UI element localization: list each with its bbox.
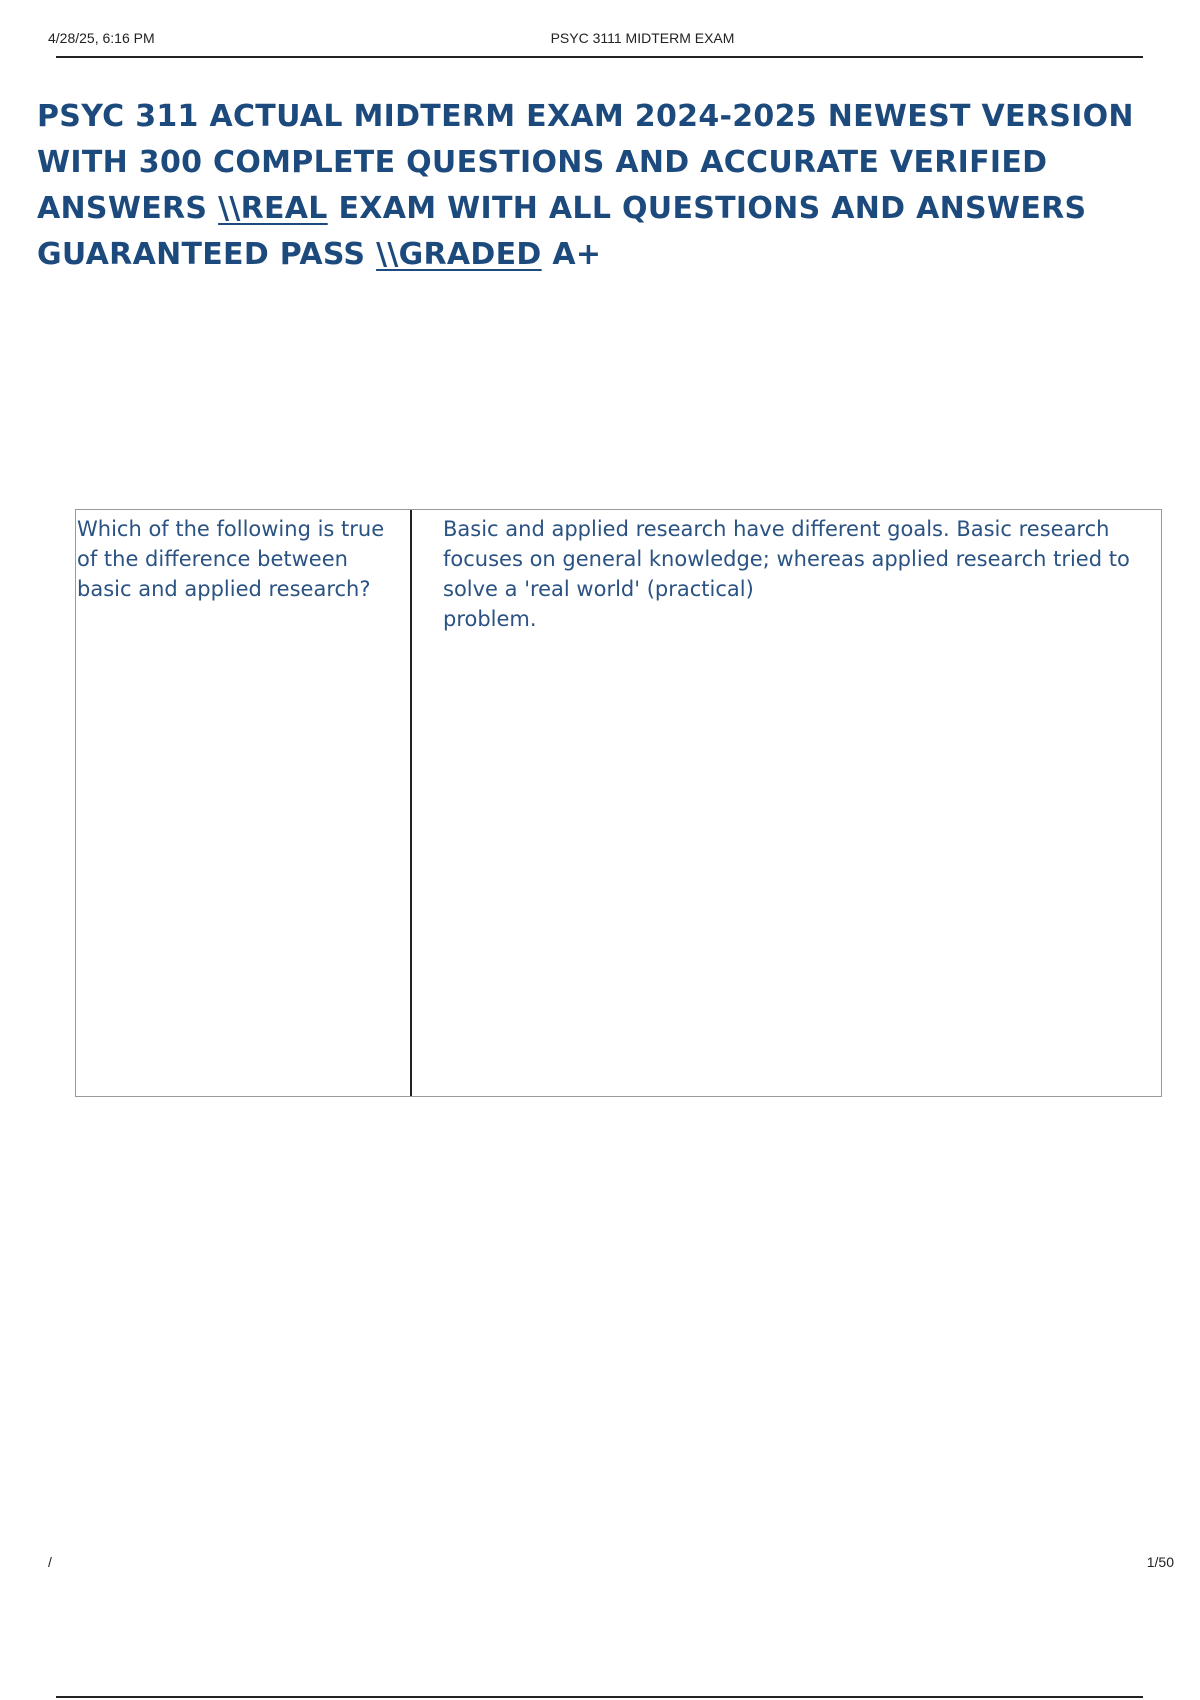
title-underlined-graded: \\GRADED <box>376 237 542 272</box>
question-text: Which of the following is true of the difference between basic and applied research? <box>77 517 385 601</box>
title-text-part-2: EXAM WITH ALL QUESTIONS AND ANSWERS GUARANTEED PASS <box>37 191 1087 272</box>
document-title <box>37 94 1197 278</box>
answer-cell <box>412 510 1161 1096</box>
question-cell <box>76 510 412 1096</box>
answer-text-line-1: Basic and applied research have different goals. Basic research focuses on general knowledge; whereas applied research tried to solve a 'real world' (practical) <box>443 517 1130 601</box>
footer-url: / <box>48 1554 52 1570</box>
title-underlined-real: \\REAL <box>218 191 328 226</box>
print-header-title: PSYC 3111 MIDTERM EXAM <box>550 30 735 46</box>
footer-divider <box>56 1696 1143 1698</box>
title-text-part-1: PSYC 311 ACTUAL MIDTERM EXAM 2024-2025 NEWEST VERSION WITH 300 COMPLETE QUESTIONS AND ACCURATE VERIFIED ANSWERS <box>37 99 1134 226</box>
print-date: 4/28/25, 6:16 PM <box>48 30 155 46</box>
header-divider <box>56 56 1143 58</box>
answer-text-line-2: problem. <box>443 607 537 631</box>
title-text-part-3: A+ <box>541 237 602 272</box>
page-number: 1/50 <box>1146 1554 1174 1570</box>
flashcard-table <box>75 509 1162 1097</box>
